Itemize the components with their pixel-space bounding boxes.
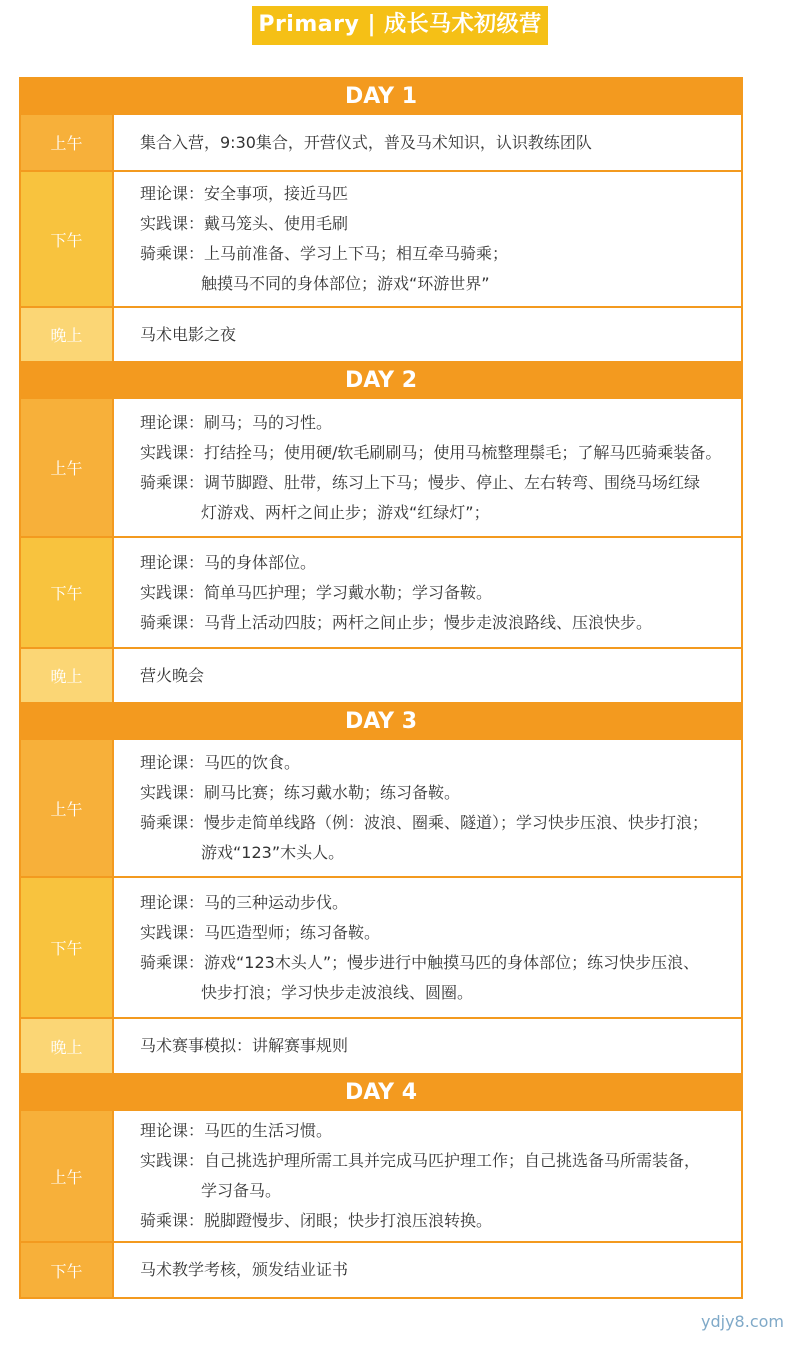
- activity-cell: [114, 399, 741, 536]
- time-slot-label: 晚上: [21, 1019, 114, 1073]
- activity-cell: [114, 1111, 741, 1241]
- time-slot-label: 下午: [21, 172, 114, 306]
- activity-line: 营火晚会: [140, 665, 205, 685]
- time-slot-label: 晚上: [21, 308, 114, 361]
- activity-line: 理论课：马的三种运动步伐。: [140, 892, 349, 912]
- day-header: DAY 1: [21, 77, 741, 115]
- activity-cell: [114, 740, 741, 876]
- activity-line: 理论课：刷马；马的习性。: [140, 412, 333, 432]
- activity-line: 马术电影之夜: [140, 324, 237, 344]
- activity-line: 理论课：马匹的饮食。: [140, 753, 301, 772]
- activity-cell: [114, 308, 741, 361]
- day-header: DAY 2: [21, 361, 741, 399]
- activity-line: 骑乘课：脱脚蹬慢步、闭眼；快步打浪压浪转换。: [140, 1211, 493, 1230]
- activity-line: 游戏“123”木头人。: [201, 843, 345, 862]
- activity-line: 理论课：马的身体部位。: [140, 552, 317, 572]
- activity-cell: [114, 115, 741, 170]
- activity-line: 实践课：自己挑选护理所需工具并完成马匹护理工作；自己挑选备马所需装备，: [140, 1151, 701, 1170]
- activity-line: 实践课：戴马笼头、使用毛刷: [140, 214, 349, 233]
- time-slot-label: 上午: [21, 740, 114, 876]
- activity-line: 骑乘课：游戏“123木头人”；慢步进行中触摸马匹的身体部位；练习快步压浪、: [140, 952, 700, 972]
- day-header: DAY 3: [21, 702, 741, 740]
- activity-line: 骑乘课：马背上活动四肢；两杆之间止步；慢步走波浪路线、压浪快步。: [140, 612, 653, 632]
- activity-cell: [114, 1019, 741, 1073]
- page-title: Primary | 成长马术初级营: [252, 6, 547, 45]
- activity-cell: [114, 538, 741, 647]
- activity-line: 骑乘课：调节脚蹬、肚带，练习上下马；慢步、停止、左右转弯、围绕马场红绿: [140, 472, 701, 492]
- activity-cell: [114, 649, 741, 702]
- activity-cell: [114, 172, 741, 306]
- activity-line: 实践课：打结拴马；使用硬/软毛刷刷马；使用马梳整理鬃毛；了解马匹骑乘装备。: [140, 442, 722, 462]
- activity-line: 实践课：刷马比赛；练习戴水勒；练习备鞍。: [140, 783, 461, 802]
- schedule-row: [21, 1017, 741, 1073]
- schedule-row: [21, 740, 741, 876]
- activity-line: 理论课：安全事项，接近马匹: [140, 184, 349, 203]
- schedule-row: [21, 170, 741, 306]
- activity-line: 实践课：马匹造型师；练习备鞍。: [140, 922, 381, 942]
- schedule-row: [21, 306, 741, 361]
- time-slot-label: 下午: [21, 1243, 114, 1297]
- time-slot-label: 上午: [21, 115, 114, 170]
- schedule-row: [21, 536, 741, 647]
- time-slot-label: 晚上: [21, 649, 114, 702]
- schedule-table: [19, 77, 743, 1299]
- schedule-row: [21, 115, 741, 170]
- time-slot-label: 下午: [21, 878, 114, 1017]
- activity-line: 集合入营，9:30集合，开营仪式，普及马术知识，认识教练团队: [140, 132, 592, 152]
- activity-line: 实践课：简单马匹护理；学习戴水勒；学习备鞍。: [140, 582, 493, 602]
- activity-line: 骑乘课：慢步走简单线路（例：波浪、圈乘、隧道）；学习快步压浪、快步打浪；: [140, 813, 709, 832]
- activity-line: 马术教学考核，颁发结业证书: [140, 1260, 349, 1279]
- activity-line: 骑乘课：上马前准备、学习上下马；相互牵马骑乘；: [140, 244, 509, 263]
- schedule-row: [21, 647, 741, 702]
- activity-line: 马术赛事模拟：讲解赛事规则: [140, 1036, 349, 1055]
- schedule-row: [21, 876, 741, 1017]
- activity-line: 学习备马。: [201, 1181, 282, 1200]
- activity-line: 快步打浪；学习快步走波浪线、圆圈。: [201, 982, 474, 1002]
- activity-line: 触摸马不同的身体部位；游戏“环游世界”: [201, 274, 490, 293]
- schedule-row: [21, 399, 741, 536]
- activity-line: 灯游戏、两杆之间止步；游戏“红绿灯”；: [201, 502, 490, 522]
- schedule-row: [21, 1241, 741, 1297]
- time-slot-label: 上午: [21, 399, 114, 536]
- title-wrap: [0, 6, 800, 45]
- activity-cell: [114, 878, 741, 1017]
- activity-line: 理论课：马匹的生活习惯。: [140, 1121, 333, 1140]
- activity-cell: [114, 1243, 741, 1297]
- time-slot-label: 下午: [21, 538, 114, 647]
- day-header: DAY 4: [21, 1073, 741, 1111]
- time-slot-label: 上午: [21, 1111, 114, 1241]
- watermark-text: ydjy8.com: [701, 1312, 784, 1331]
- schedule-row: [21, 1111, 741, 1241]
